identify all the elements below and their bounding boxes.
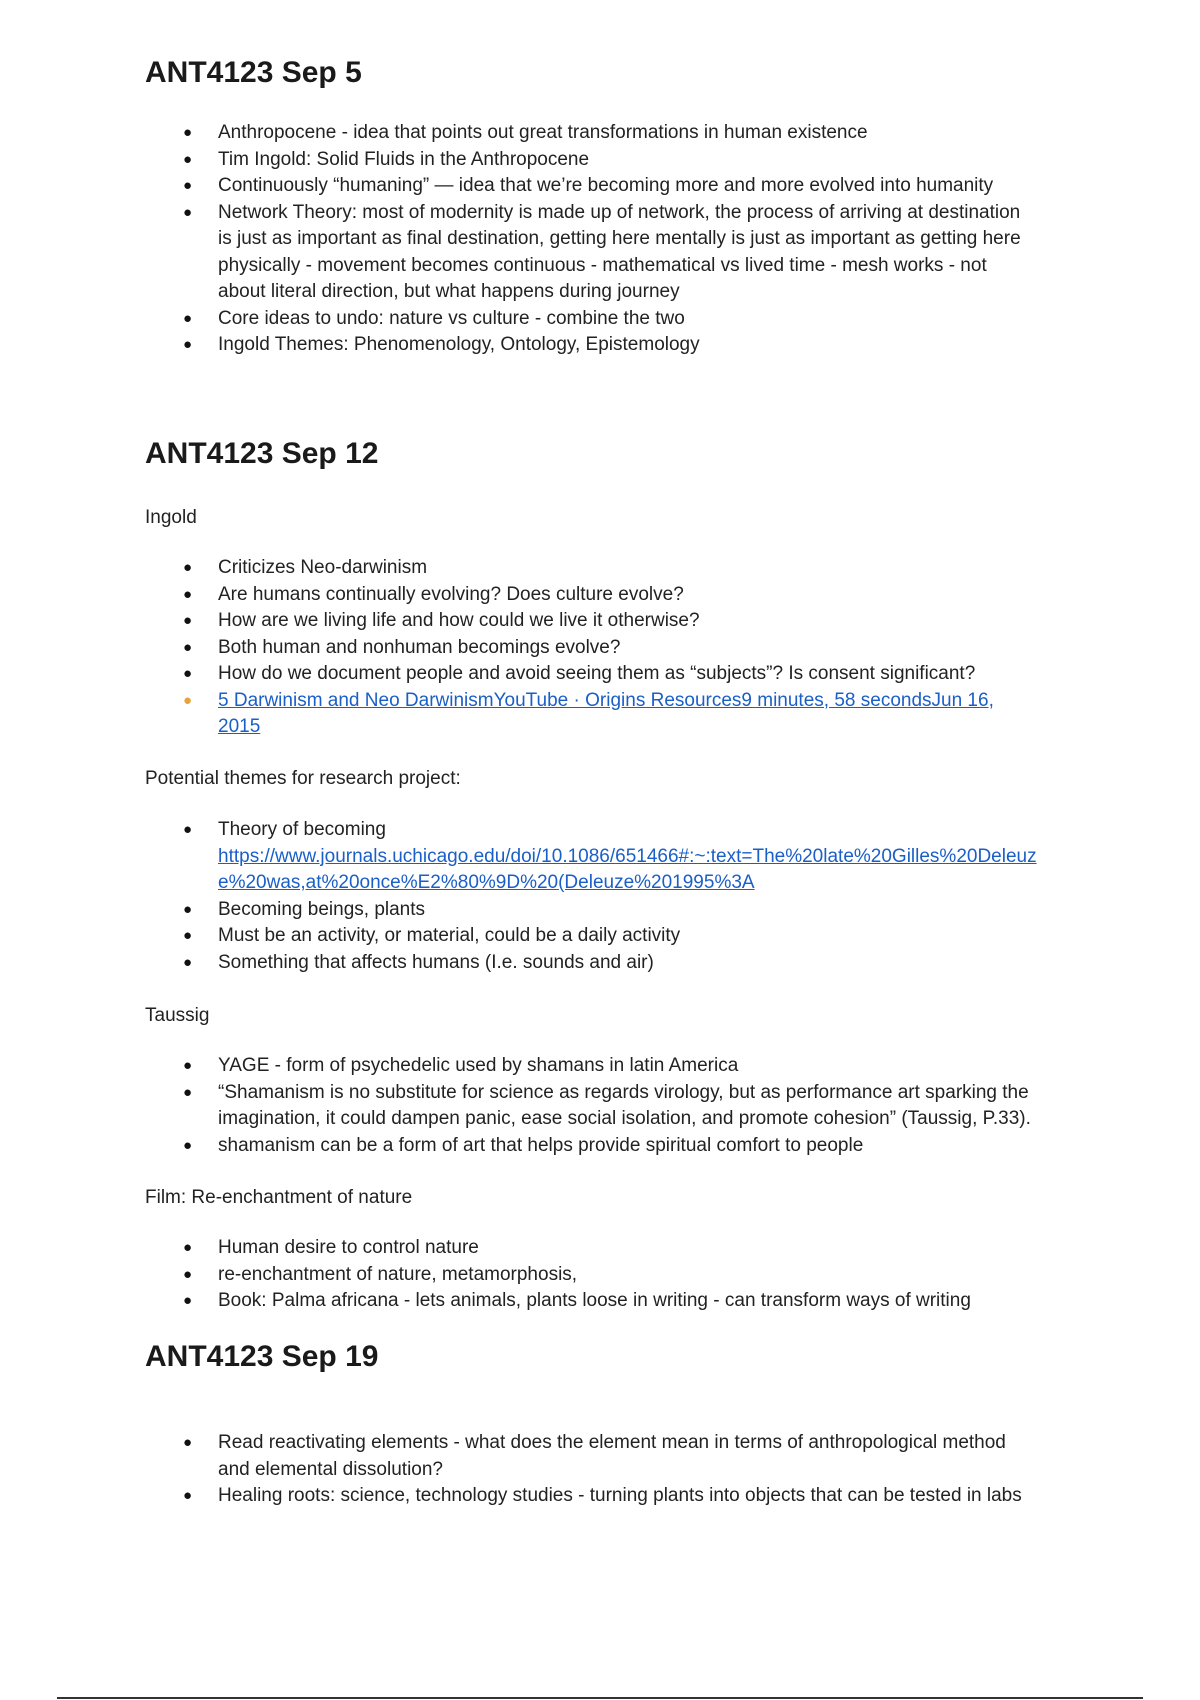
bullet-icon: ● xyxy=(183,953,193,971)
list-item: ● Core ideas to undo: nature vs culture - combine the two xyxy=(145,306,1095,333)
darwinism-video-link[interactable]: 5 Darwinism and Neo DarwinismYouTube · Origins Resources9 minutes, 58 secondsJun 16, xyxy=(218,689,994,711)
bullet-icon: ● xyxy=(183,1136,193,1154)
bullet-icon: ● xyxy=(183,150,193,168)
list-item xyxy=(145,688,1095,741)
bullet-icon: ● xyxy=(183,1487,193,1504)
bullet-icon: ● xyxy=(183,900,193,918)
list-item: ● Must be an activity, or material, could be a daily activity xyxy=(145,923,1095,950)
sep19-bullet-list xyxy=(145,1430,1095,1510)
themes-label: Potential themes for research project: xyxy=(145,768,461,789)
themes-bullet-list xyxy=(145,817,1095,976)
list-item: ● Anthropocene - idea that points out great transformations in human existence xyxy=(145,120,1095,147)
bullet-icon: ● xyxy=(183,821,193,838)
list-item: ● How are we living life and how could we live it otherwise? xyxy=(145,608,1095,635)
bullet-icon: ● xyxy=(183,665,193,682)
list-item: ● YAGE - form of psychedelic used by shamans in latin America xyxy=(145,1053,1095,1080)
list-item: ● Something that affects humans (I.e. sounds and air) xyxy=(145,950,1095,977)
list-item: ● Are humans continually evolving? Does culture evolve? xyxy=(145,582,1095,609)
list-item: ● shamanism can be a form of art that helps provide spiritual comfort to people xyxy=(145,1133,1095,1160)
heading-sep-5: ANT4123 Sep 5 xyxy=(145,56,362,89)
list-item: ● Healing roots: science, technology studies - turning plants into objects that can be tested in labs xyxy=(145,1483,1095,1510)
bullet-icon: ● xyxy=(183,336,193,353)
deleuze-url-link-cont[interactable]: e%20was,at%20once%E2%80%9D%20(Deleuze%201995%3A xyxy=(218,872,755,893)
list-item: ● re-enchantment of nature, metamorphosis, xyxy=(145,1262,1095,1289)
bullet-icon: ● xyxy=(183,1434,193,1451)
page-bottom-rule xyxy=(57,1697,1143,1699)
bullet-icon: ● xyxy=(183,612,193,629)
list-item: ● Tim Ingold: Solid Fluids in the Anthropocene xyxy=(145,147,1095,174)
list-item: ● “Shamanism is no substitute for science as regards virology, but as performance art sparking the imagination, it could dampen panic, ease social isolation, and promote cohesion” (Taussig, P.33). xyxy=(183,1081,1031,1129)
list-item: ● Becoming beings, plants xyxy=(145,897,1095,924)
ingold-label: Ingold xyxy=(145,507,197,528)
ingold-bullet-list xyxy=(145,555,1095,741)
sep5-bullet-list xyxy=(145,120,1095,359)
film-bullet-list xyxy=(145,1235,1095,1315)
bullet-icon: ● xyxy=(183,203,193,221)
bullet-icon: ● xyxy=(183,1265,193,1283)
list-item: ● Network Theory: most of modernity is made up of network, the process of arriving at destination is just as important as final destination, getting here mentally is just as important as getting here physically - movement becomes continuous - mathematical vs lived time - mesh works - not about literal direction, but what happens during journey xyxy=(183,201,1021,302)
list-item: ● Continuously “humaning” — idea that we’re becoming more and more evolved into humanity xyxy=(145,173,1095,200)
list-item: ● How do we document people and avoid seeing them as “subjects”? Is consent significant? xyxy=(145,661,1095,688)
bullet-icon: ● xyxy=(183,1057,193,1074)
list-item: ● Book: Palma africana - lets animals, plants loose in writing - can transform ways of writing xyxy=(145,1288,1095,1315)
bullet-icon: ● xyxy=(183,177,193,194)
list-item: ● Both human and nonhuman becomings evolve? xyxy=(145,635,1095,662)
bullet-icon: ● xyxy=(183,927,193,944)
deleuze-url-link[interactable]: https://www.journals.uchicago.edu/doi/10.1086/651466#:~:text=The%20late%20Gilles%20Deleuz xyxy=(218,845,1037,867)
list-item: ● Ingold Themes: Phenomenology, Ontology, Epistemology xyxy=(145,332,1095,359)
heading-sep-12: ANT4123 Sep 12 xyxy=(145,437,379,470)
heading-sep-19: ANT4123 Sep 19 xyxy=(145,1340,379,1373)
darwinism-video-link-cont[interactable]: 2015 xyxy=(218,716,261,737)
taussig-bullet-list xyxy=(145,1053,1095,1159)
taussig-label: Taussig xyxy=(145,1005,210,1026)
bullet-icon: ● xyxy=(183,309,193,327)
bullet-icon: ● xyxy=(183,1239,193,1256)
bullet-icon: ● xyxy=(183,1083,193,1101)
bullet-icon: ● xyxy=(183,691,193,709)
list-item: ● Theory of becoming https://www.journals.uchicago.edu/doi/10.1086/651466#:~:text=The%20late%20Gilles%20Deleuz e%20was,at%20once%E2%80%9D%20(Deleuze%201995%3A xyxy=(145,817,1095,897)
bullet-icon: ● xyxy=(183,124,193,141)
bullet-icon: ● xyxy=(183,585,193,603)
bullet-icon: ● xyxy=(183,559,193,576)
list-item: ● Read reactivating elements - what does the element mean in terms of anthropological method and elemental dissolution? xyxy=(183,1432,1006,1480)
bullet-icon: ● xyxy=(183,1292,193,1309)
bullet-icon: ● xyxy=(183,638,193,656)
list-item: ● Criticizes Neo-darwinism xyxy=(145,555,1095,582)
list-item: ● Human desire to control nature xyxy=(145,1235,1095,1262)
film-label: Film: Re-enchantment of nature xyxy=(145,1187,413,1208)
